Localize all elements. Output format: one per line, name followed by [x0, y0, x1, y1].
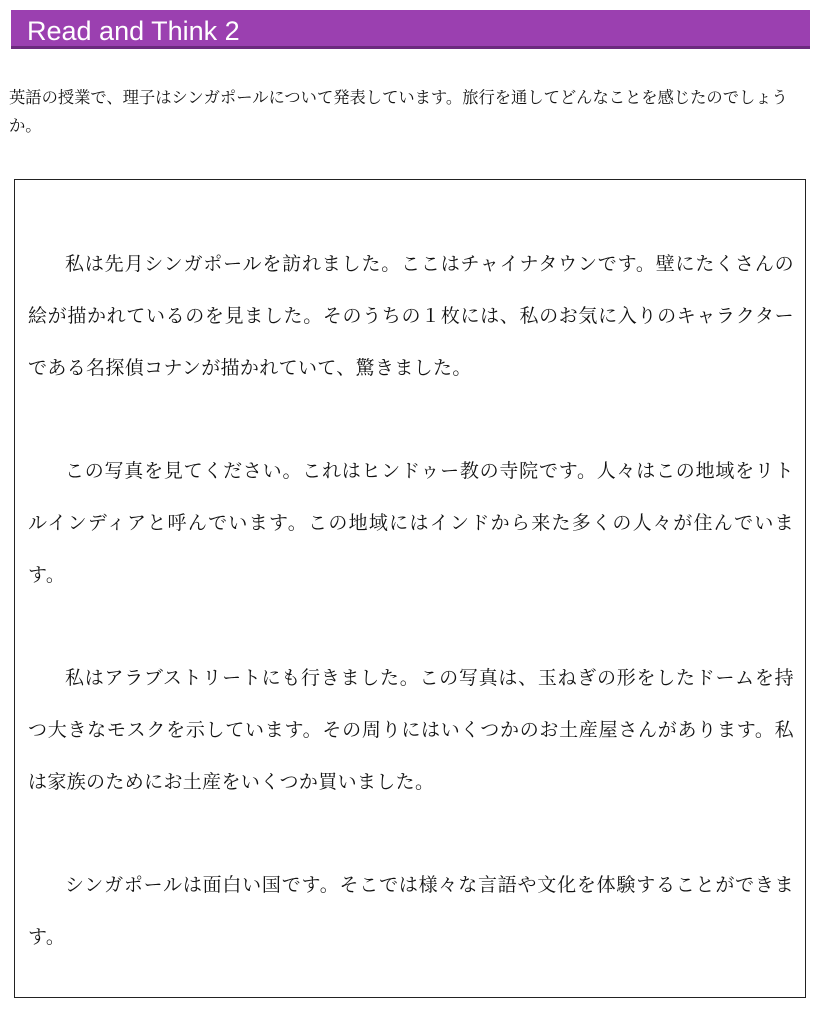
section-header	[11, 10, 810, 49]
passage-box	[14, 179, 806, 998]
section-title: Read and Think 2	[27, 16, 240, 46]
intro-text: 英語の授業で、理子はシンガポールについて発表しています。旅行を通してどんなことを感じたのでしょうか。	[9, 88, 788, 135]
passage-paragraph-4: シンガポールは面白い国です。そこでは様々な言語や文化を体験することができます。	[28, 874, 794, 948]
passage-paragraph-2: この写真を見てください。これはヒンドゥー教の寺院です。人々はこの地域をリトルインディアと呼んでいます。この地域にはインドから来た多くの人々が住んでいます。	[28, 460, 794, 586]
passage-paragraph-1: 私は先月シンガポールを訪れました。ここはチャイナタウンです。壁にたくさんの絵が描かれているのを見ました。そのうちの１枚には、私のお気に入りのキャラクターである名探偵コナンが描かれていて、驚きました。	[28, 253, 794, 379]
passage-paragraph-3: 私はアラブストリートにも行きました。この写真は、玉ねぎの形をしたドームを持つ大きなモスクを示しています。その周りにはいくつかのお土産屋さんがあります。私は家族のためにお土産をいくつか買いました。	[28, 667, 794, 793]
